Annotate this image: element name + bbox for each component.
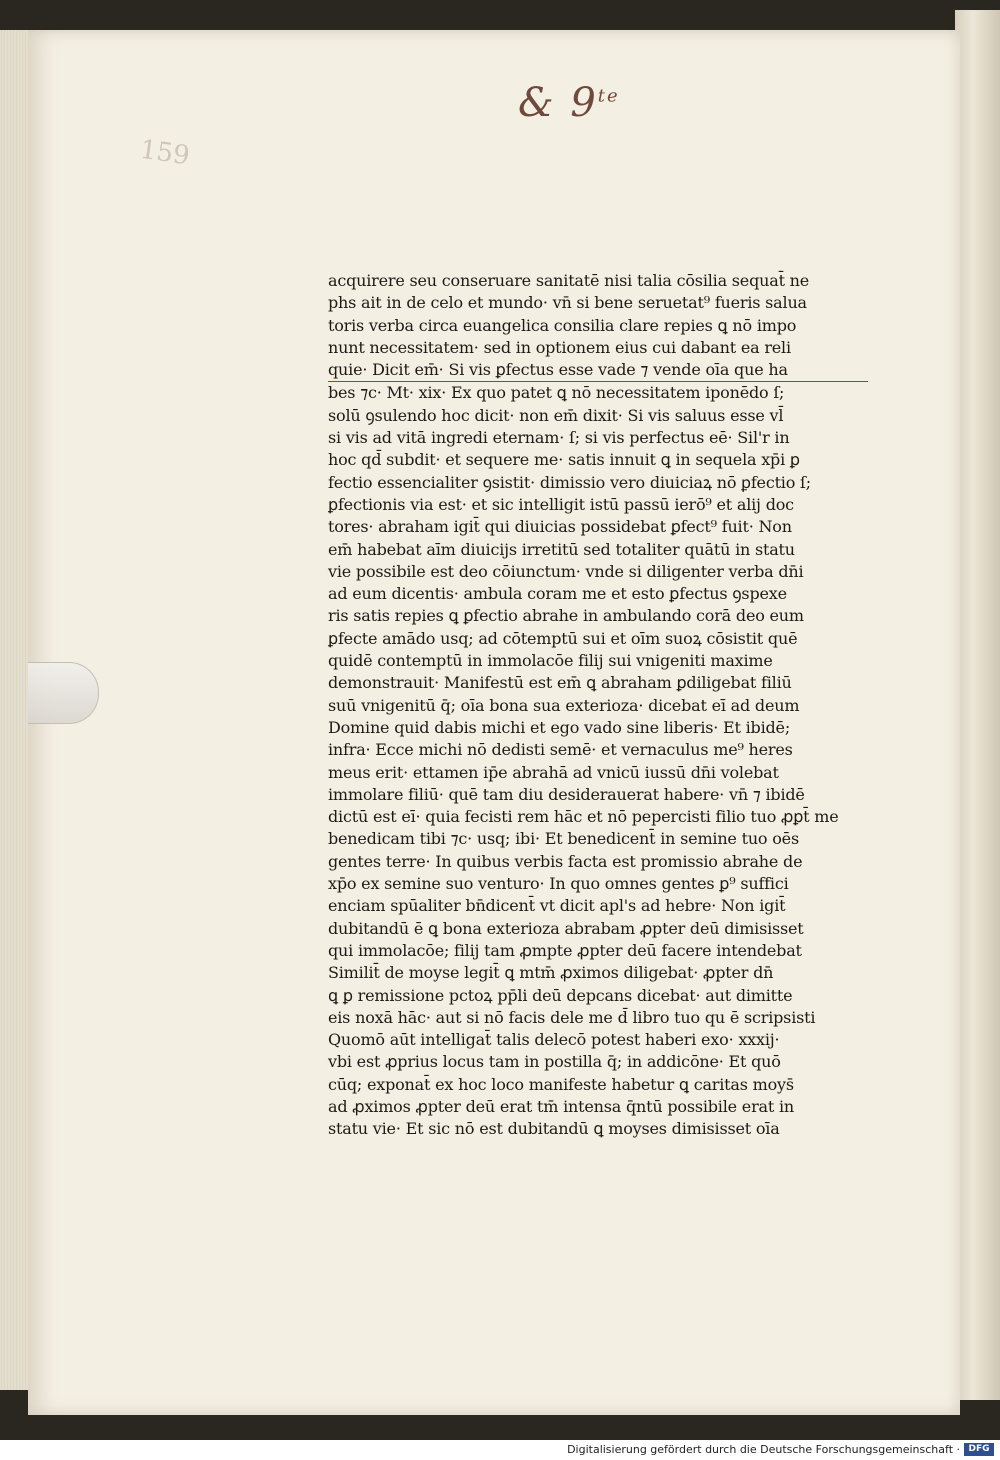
text-line: fectio essencialiter ꝯsistit· dimissio vero diuiciaꝝ nō ꝑfectio ſ; — [328, 472, 811, 492]
text-line: demonstrauit· Manifestū est em̄ ꝗ abraham ꝑdiligebat filiū — [328, 673, 792, 693]
dfg-logo: DFG — [964, 1443, 994, 1456]
text-line: acquirere seu conseruare sanitatē nisi talia cōsilia sequat̄ ne — [328, 271, 810, 290]
text-line: quidē contemptū in immolacōe filij sui vnigeniti maxime — [328, 651, 773, 671]
text-line: qui immolacōe; filij tam ꝓmpte ꝓpter deū facere intendebat — [328, 940, 802, 960]
text-line: dictū est eī· quia fecisti rem hāc et nō pepercisti filio tuo ꝓꝑt̄ me — [328, 807, 839, 827]
text-line: eis noxā hāc· aut si nō facis dele me d̄ libro tuo qu ē scripsisti — [328, 1007, 816, 1027]
text-line: ꝗ ꝑ remissione pctoꝝ pp̄li deū depcans dicebat· aut dimitte — [328, 985, 793, 1005]
text-line: Domine quid dabis michi et ego vado sine liberis· Et ibidē; — [328, 717, 791, 737]
manuscript-page — [28, 30, 960, 1415]
text-column — [328, 270, 868, 1141]
text-line: nunt necessitatem· sed in optionem eius cui dabant ea reli — [328, 337, 791, 357]
text-line: tores· abraham igit̄ qui diuicias possidebat ꝑfect⁹ fuit· Non — [328, 517, 792, 537]
text-line: Quomō aūt intelligat̄ talis delecō potest haberi exo· xxxij· — [328, 1030, 780, 1050]
text-line: infra· Ecce michi nō dedisti semē· et vernaculus me⁹ heres — [328, 740, 793, 760]
text-line: dubitandū ē ꝗ bona exterioza abrabam ꝓpter deū dimisisset — [328, 918, 804, 938]
folio-mark — [518, 80, 620, 126]
text-line: suū vnigenitū q̄; oīa bona sua exterioza· dicebat eī ad deum — [328, 695, 800, 715]
text-line: meus erit· ettamen ip̄e abrahā ad vnicū iussū dn̄i volebat — [328, 762, 779, 782]
text-line: em̄ habebat aīm diuicijs irretitū sed totaliter quātū in statu — [328, 539, 795, 559]
text-line: vie possibile est deo cōiunctum· vnde si diligenter verba dn̄i — [328, 561, 804, 581]
text-line: benedicam tibi ⁊c· usq; ibi· Et benedicent̄ in semine tuo oēs — [328, 829, 799, 849]
text-line: si vis ad vitā ingredi eternam· ſ; si vis perfectus eē· Sil'r in — [328, 428, 790, 448]
text-line: ad ꝓximos ꝓpter deū erat tm̄ intensa q̄ntū possibile erat in — [328, 1096, 794, 1116]
footer-credit: Digitalisierung gefördert durch die Deutsche Forschungsgemeinschaft · — [567, 1443, 960, 1456]
text-line: bes ⁊c· Mt· xix· Ex quo patet ꝗ nō necessitatem iponēdo ſ; — [328, 383, 785, 403]
text-line: solū ꝯsulendo hoc dicit· non em̄ dixit· Si vis saluus esse vl̄ — [328, 405, 784, 425]
text-line: vbi est ꝓprius locus tam in postilla q̄; in addicōne· Et quō — [328, 1052, 781, 1072]
text-line: quie· Dicit em̄· Si vis ꝑfectus esse vade ⁊ vende oīa que ha — [328, 359, 868, 382]
text-line: gentes terre· In quibus verbis facta est promissio abrahe de — [328, 851, 803, 871]
text-line: cūq; exponat̄ ex hoc loco manifeste habetur ꝗ caritas moys̄ — [328, 1074, 794, 1094]
folio-mark-text: & 9 — [518, 80, 598, 126]
text-line: enciam spūaliter bn̄dicent̄ vt dicit apl's ad hebre· Non igit̄ — [328, 896, 786, 916]
footer-bar — [0, 1440, 1000, 1460]
text-line: xp̄o ex semine suo venturo· In quo omnes gentes ꝑ⁹ suffici — [328, 874, 789, 894]
text-line: toris verba circa euangelica consilia clare repies ꝗ nō impo — [328, 315, 797, 335]
text-line: hoc qd̄ subdit· et sequere me· satis innuit ꝗ in sequela xp̄i ꝑ — [328, 450, 800, 470]
page-clip — [28, 662, 99, 724]
folio-mark-superscript: te — [597, 85, 620, 107]
text-line: ꝑfecte amādo usq; ad cōtemptū sui et oīm suoꝝ cōsistit quē — [328, 628, 798, 648]
text-line: Similit̄ de moyse legit̄ ꝗ mtm̄ ꝓximos diligebat· ꝓpter dn̄ — [328, 963, 774, 983]
text-line: immolare filiū· quē tam diu desiderauerat habere· vn̄ ⁊ ibidē — [328, 784, 805, 804]
book-page-edges-right — [955, 10, 1000, 1400]
pencil-note: 159 — [138, 134, 192, 172]
text-line: ꝑfectionis via est· et sic intelligit istū passū ierō⁹ et alij doc — [328, 494, 794, 514]
text-line: ad eum dicentis· ambula coram me et esto ꝑfectus ꝯspexe — [328, 584, 787, 604]
text-line: ris satis repies ꝗ ꝑfectio abrahe in ambulando corā deo eum — [328, 606, 804, 626]
text-line: phs ait in de celo et mundo· vn̄ si bene seruetat⁹ fueris salua — [328, 293, 807, 313]
text-line: statu vie· Et sic nō est dubitandū ꝗ moyses dimisisset oīa — [328, 1119, 780, 1139]
